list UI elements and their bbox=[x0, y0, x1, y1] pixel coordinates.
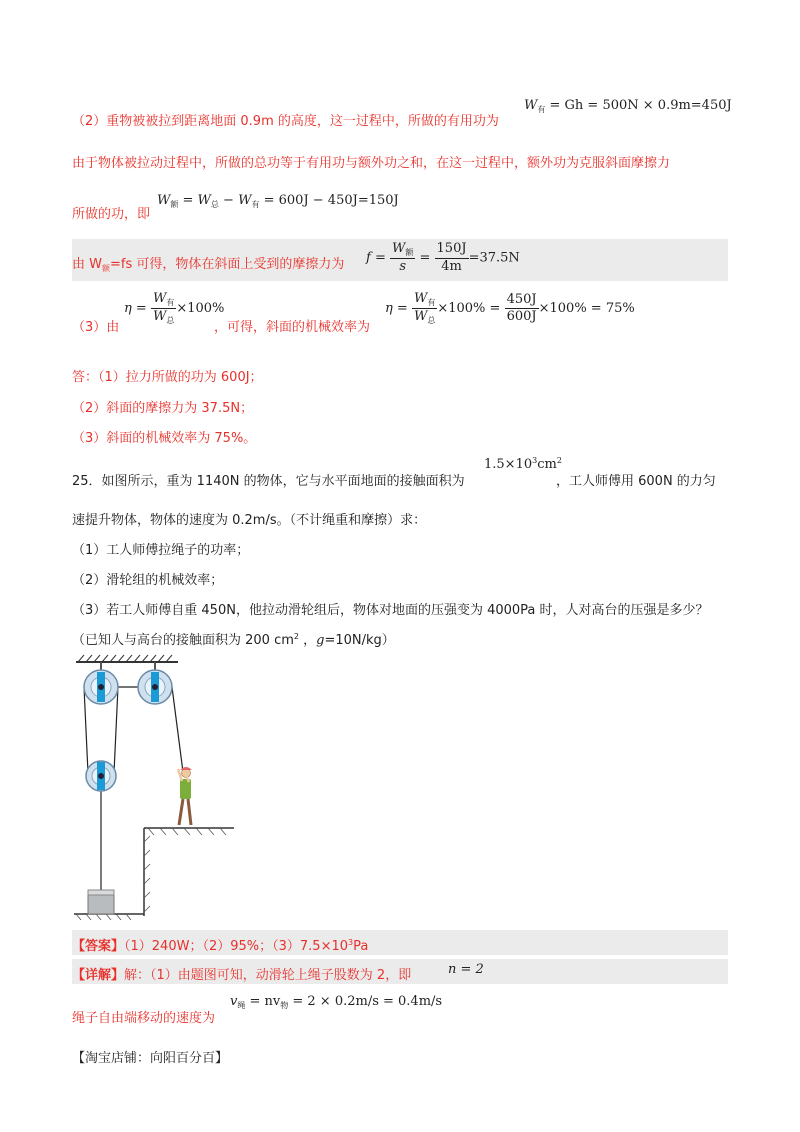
q25-line1b: ，工人师傅用 600N 的力匀 bbox=[556, 474, 716, 489]
p5-eta-def: η = $\frac{W_有}{W_总}$ ×100% bbox=[124, 291, 225, 325]
p3-line2: 所做的功，即 bbox=[72, 207, 151, 222]
speed-text: 绳子自由端移动的速度为 bbox=[72, 1011, 216, 1026]
q25-item-1: （1）工人师傅拉绳子的功率； bbox=[72, 543, 250, 558]
high-platform bbox=[144, 828, 234, 916]
q25-area: $1.5\times 10^3cm^2$ bbox=[484, 456, 562, 472]
p5-mid: ，可得，斜面的机械效率为 bbox=[214, 320, 371, 335]
detail-row: 【详解】解：（1）由题图可知，动滑轮上绳子股数为 2，即 bbox=[72, 968, 412, 983]
p2-formula: $W_有 = Gh = 500N \times 0.9m=450J$ bbox=[524, 98, 732, 114]
answer-line-1: 答：（1）拉力所做的功为 600J； bbox=[72, 370, 263, 385]
pulley-diagram bbox=[68, 652, 248, 924]
p5-formula: η = $\frac{W_有}{W_总}$ ×100% = $\frac{450J}{600J}$ ×100% = 75% bbox=[385, 291, 635, 325]
movable-pulley bbox=[86, 761, 116, 791]
heavy-object bbox=[88, 890, 114, 914]
q25-line1a: 25．如图所示，重为 1140N 的物体，它与水平面地面的接触面积为 bbox=[72, 474, 465, 489]
worker-figure bbox=[178, 767, 192, 825]
answer-line-3: （3）斜面的机械效率为 75%。 bbox=[72, 431, 257, 446]
p4-text: 由 $W_额=fs$ 可得，物体在斜面上受到的摩擦力为 bbox=[72, 257, 345, 273]
ceiling-hatch bbox=[78, 655, 172, 662]
p3-line1: 由于物体被拉动过程中，所做的总功等于有用功与额外功之和，在这一过程中，额外功为克服斜面摩擦力 bbox=[72, 156, 671, 171]
p3-formula: $W_额 = W_总 - W_有 = 600J - 450J=150J$ bbox=[157, 193, 399, 209]
answer-line-2: （2）斜面的摩擦力为 37.5N； bbox=[72, 401, 254, 416]
p2-text: （2）重物被被拉到距离地面 0.9m 的高度，这一过程中，所做的有用功为 bbox=[72, 114, 499, 129]
detail-formula: n = 2 bbox=[448, 962, 484, 977]
q25-note: （已知人与高台的接触面积为 200 $cm^2$ ，g=10N/kg） bbox=[72, 632, 395, 648]
answer-row: 【答案】（1）240W；（2）95%；$(3)7.5\times 10^3Pa$ bbox=[72, 938, 369, 954]
q25-item-3: （3）若工人师傅自重 450N，他拉动滑轮组后，物体对地面的压强变为 4000Pa 时，人对高台的压强是多少？ bbox=[72, 603, 709, 618]
fixed-pulley-right bbox=[138, 670, 172, 704]
q25-item-2: （2）滑轮组的机械效率； bbox=[72, 573, 224, 588]
p5-label: （3）由 bbox=[72, 320, 120, 335]
rope bbox=[84, 687, 88, 773]
fixed-pulley-left bbox=[84, 670, 118, 704]
footer-shop: 【淘宝店铺：向阳百分百】 bbox=[72, 1051, 229, 1066]
q25-line2: 速提升物体，物体的速度为 0.2m/s。（不计绳重和摩擦）求： bbox=[72, 513, 427, 528]
p4-formula: f = $\frac{W_额}{s}$ = $\frac{150J}{4m}$ =37.5N bbox=[366, 241, 520, 274]
speed-formula: $v_绳 = nv_物 = 2 \times 0.2m/s = 0.4m/s$ bbox=[230, 994, 443, 1010]
